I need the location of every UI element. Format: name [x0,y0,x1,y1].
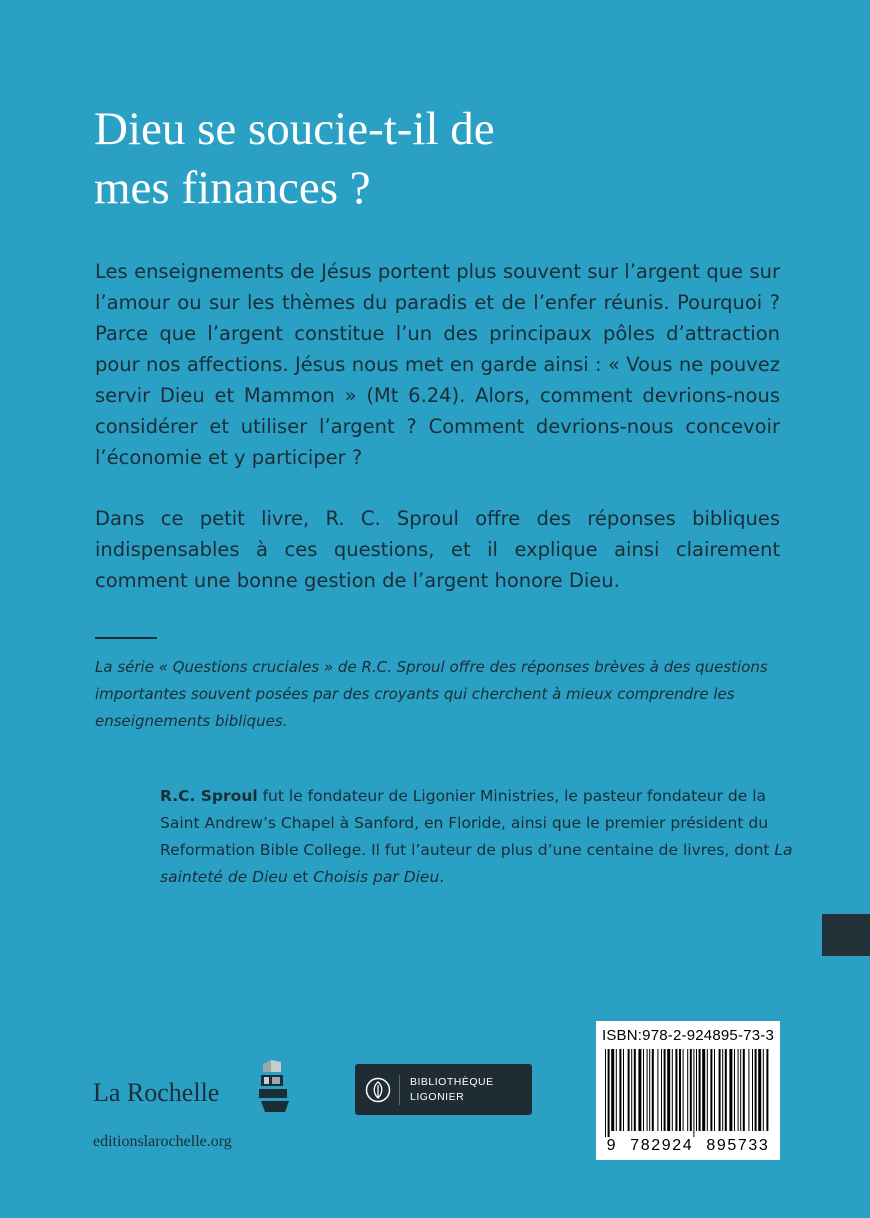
barcode-bar [699,1049,701,1131]
barcode-bar [707,1049,708,1131]
book-title-2: Choisis par Dieu [313,868,440,886]
barcode-bar [714,1049,715,1131]
title-line-1: Dieu se soucie-t-il de [94,103,495,155]
author-name: R.C. Sproul [160,787,258,805]
lighthouse-icon [257,1058,291,1120]
barcode-bar [683,1049,684,1131]
barcode-bar [719,1049,721,1131]
barcode-digits [596,1137,780,1155]
author-bio-text: fut le fondateur de Ligonier Ministries, le pasteur fondateur de la Saint Andrew’s Chapel à Sanford, en Floride, ainsi que le premier président du Reformation Bible College. Il fut l’auteur de plus d’une centaine de livres, dont [160,787,775,859]
barcode-bar [661,1049,662,1131]
ligonier-leaf-icon [365,1077,391,1103]
title-line-2: mes finances ? [94,162,371,214]
author-bio [160,783,800,891]
barcode-bar [734,1049,735,1131]
imprint-line-2: LIGONIER [410,1090,465,1103]
isbn-barcode [596,1021,780,1160]
barcode-bar [758,1049,761,1131]
barcode-bar [647,1049,648,1131]
barcode-bar [748,1049,749,1131]
barcode-bar [634,1049,636,1131]
barcode-bar [722,1049,723,1131]
barcode-bar [611,1049,614,1131]
barcode-bar [672,1049,673,1131]
barcode-bar [752,1049,753,1131]
series-note: La série « Questions cruciales » de R.C. Sproul offre des réponses brèves à des questions importantes souvent posées par des croyants qui cherchent à mieux comprendre les enseignements bibliques. [95,658,768,730]
barcode-bar [631,1049,632,1131]
divider-rule [95,637,157,639]
barcode-bar [608,1049,610,1137]
book-title [94,100,794,218]
barcode-bar [696,1049,697,1131]
barcode-bar [710,1049,712,1131]
bio-end: . [439,868,445,886]
description-paragraph-1: Les enseignements de Jésus portent plus souvent sur l’argent que sur l’amour ou sur les thèmes du paradis et de l’enfer réunis. Pourquoi ? Parce que l’argent constitue l’un des principaux pôles d’attraction pour nos affections. Jésus nous met en garde ainsi : « Vous ne pouvez servir Dieu et Mammon » (Mt 6.24). Alors, comment devrions-nous considérer et utiliser l’argent ? Comment devrions-nous concevoir l’économie et y participer ? [95,260,780,469]
side-tab-marker [822,914,870,956]
barcode-bar [652,1049,654,1131]
barcode-bar [729,1049,732,1131]
barcode-bar [687,1049,688,1131]
barcode-bar [657,1049,658,1131]
imprint-name [399,1075,494,1105]
barcode-bar [623,1049,624,1131]
barcode-bar [693,1049,694,1137]
barcode-bar [664,1049,666,1131]
barcode-bar [738,1049,739,1131]
barcode-bar [649,1049,650,1131]
barcode-digit-group-1: 9 [606,1137,618,1154]
publisher-website: editionslarochelle.org [93,1133,232,1150]
imprint-line-1: BIBLIOTHÈQUE [410,1075,494,1088]
barcode-bar [605,1049,606,1137]
book-title-1: La sainteté de Dieu [160,841,793,886]
barcode-bar [755,1049,757,1131]
barcode-bar [766,1049,768,1131]
bio-connector: et [287,868,314,886]
barcode-bar [690,1049,692,1131]
barcode-bar [638,1049,641,1131]
barcode-bar [667,1049,670,1131]
ligonier-imprint-badge [355,1064,532,1115]
barcode-bar [743,1049,745,1131]
barcode-bar [643,1049,644,1131]
barcode-bar [619,1049,621,1131]
description-paragraph-2: Dans ce petit livre, R. C. Sproul offre des réponses bibliques indispensables à ces questions, et il explique ainsi clairement comment une bonne gestion de l’argent honore Dieu. [95,507,780,592]
barcode-digit-group-2: 782924 [630,1137,694,1154]
barcode-bar [679,1049,681,1131]
barcode-bars [603,1049,773,1137]
barcode-bar [725,1049,727,1131]
barcode-bar [740,1049,741,1131]
barcode-bar [616,1049,617,1131]
publisher-name: La Rochelle [93,1078,220,1107]
barcode-bar [675,1049,677,1131]
barcode-bar [702,1049,705,1131]
isbn-label: ISBN:978-2-924895-73-3 [601,1027,774,1044]
barcode-digit-group-3: 895733 [706,1137,770,1154]
barcode-bar [628,1049,630,1131]
barcode-bar [763,1049,764,1131]
